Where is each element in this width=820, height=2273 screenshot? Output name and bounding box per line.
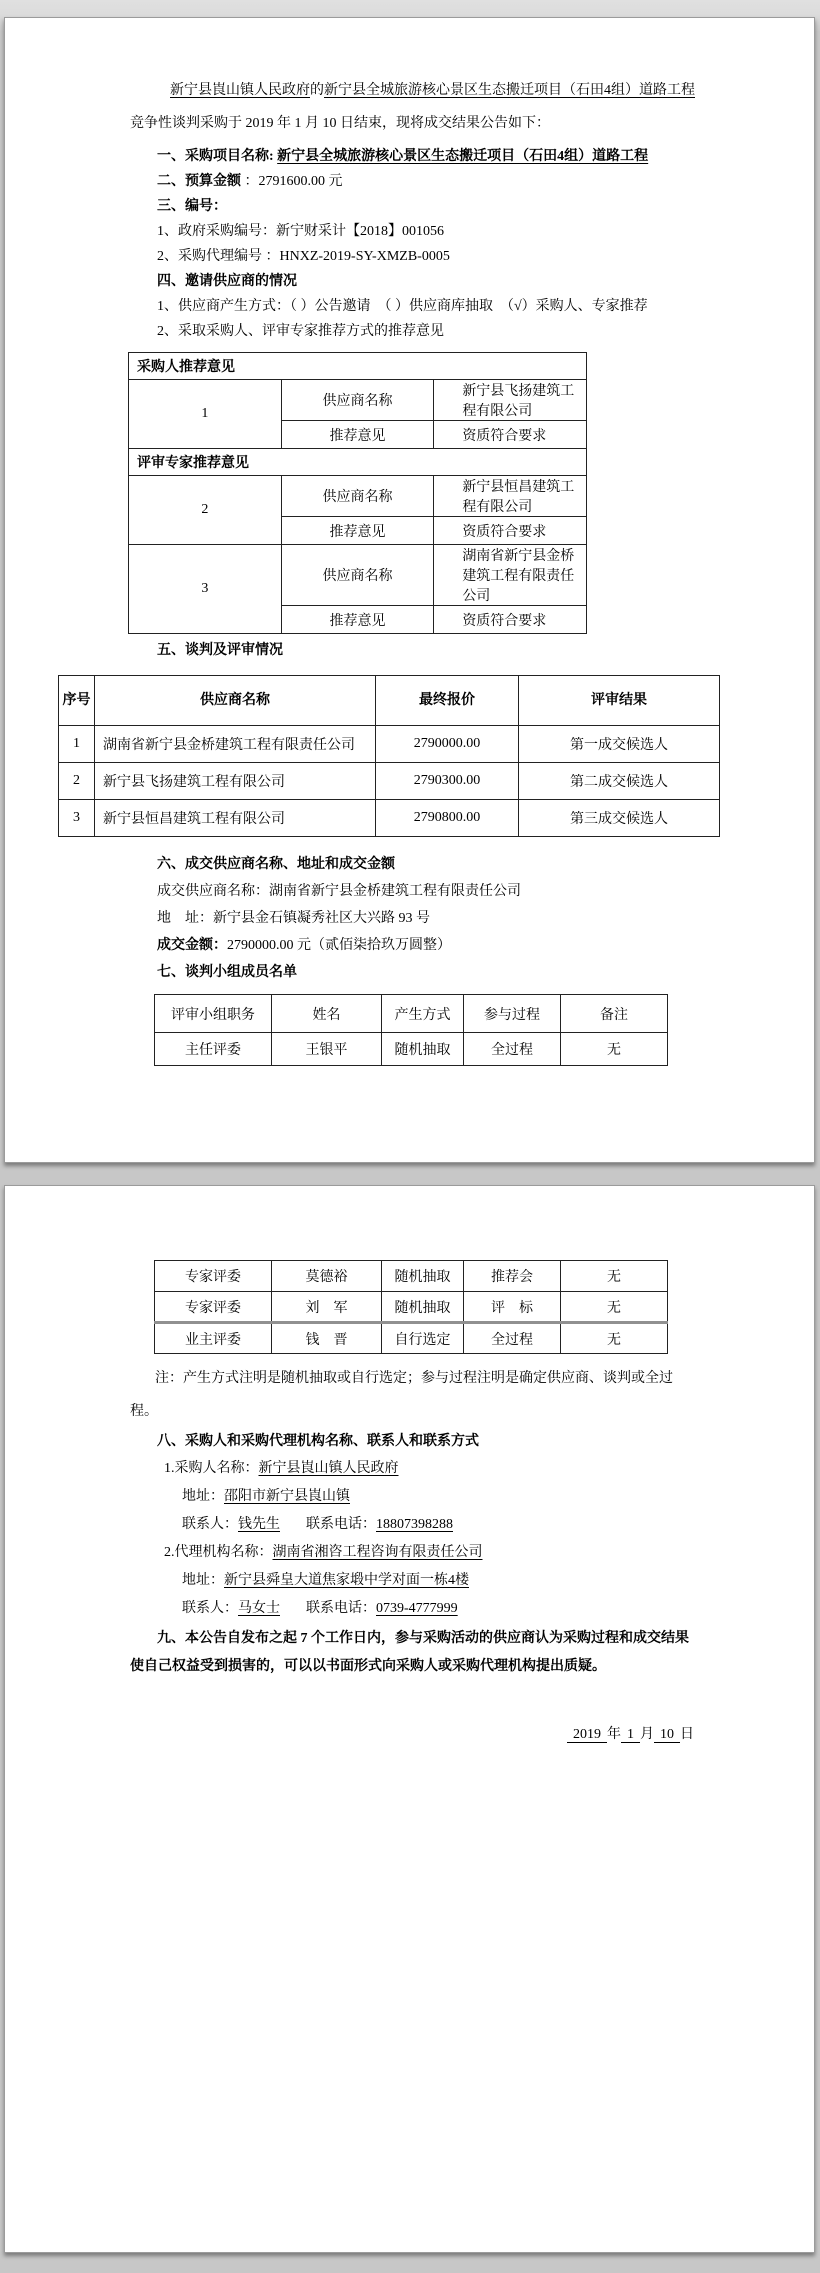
header-panel-role: 评审小组职务 bbox=[155, 995, 272, 1033]
supplier-name-label: 供应商名称 bbox=[281, 380, 434, 421]
section-4-item-2: 2、采取采购人、评审专家推荐方式的推荐意见 bbox=[157, 324, 444, 339]
buyer-phone-label: 联系电话： bbox=[306, 1517, 376, 1532]
cell-participation: 评 标 bbox=[464, 1292, 561, 1323]
cell-role: 专家评委 bbox=[155, 1292, 272, 1323]
table-row bbox=[155, 1033, 668, 1066]
section-3-heading: 三、编号： bbox=[157, 199, 227, 214]
buyer-contact-value: 钱先生 bbox=[238, 1517, 280, 1532]
buyer-name-underlined: 新宁县崀山镇人民政府 bbox=[170, 83, 310, 98]
cell-supplier: 湖南省新宁县金桥建筑工程有限责任公司 bbox=[95, 726, 376, 763]
cell-participation: 全过程 bbox=[464, 1323, 561, 1354]
cell-supplier: 新宁县飞扬建筑工程有限公司 bbox=[95, 763, 376, 800]
supplier-name-value: 湖南省新宁县金桥建筑工程有限责任公司 bbox=[434, 545, 587, 606]
header-name: 姓名 bbox=[272, 995, 382, 1033]
cell-method: 自行选定 bbox=[382, 1323, 464, 1354]
agent-contact-line bbox=[130, 1595, 696, 1623]
cell-participation: 推荐会 bbox=[464, 1261, 561, 1292]
table-header-row bbox=[59, 676, 720, 726]
section-7-heading: 七、谈判小组成员名单 bbox=[157, 965, 297, 980]
buyer-address-value: 邵阳市新宁县崀山镇 bbox=[224, 1489, 350, 1504]
cell-result: 第三成交候选人 bbox=[519, 800, 720, 837]
agent-phone-value: 0739-4777999 bbox=[376, 1601, 458, 1616]
opinion-label: 推荐意见 bbox=[281, 606, 434, 634]
agent-address-label: 地址： bbox=[182, 1573, 224, 1588]
cell-role: 业主评委 bbox=[155, 1323, 272, 1354]
date-month-unit: 月 bbox=[640, 1727, 654, 1742]
agent-address-line bbox=[130, 1567, 696, 1595]
date-year-unit: 年 bbox=[607, 1727, 621, 1742]
table-row bbox=[129, 476, 587, 517]
cell-remark: 无 bbox=[561, 1261, 668, 1292]
table-row bbox=[59, 726, 720, 763]
cell-seq: 3 bbox=[59, 800, 95, 837]
buyer-address-line bbox=[130, 1483, 696, 1511]
table-row bbox=[129, 449, 587, 476]
document-page-2 bbox=[4, 1185, 815, 2253]
section-9-paragraph: 九、本公告自发布之起 7 个工作日内，参与采购活动的供应商认为采购过程和成交结果使自己权益受到损害的，可以以书面形式向采购人或采购代理机构提出质疑。 bbox=[130, 1631, 689, 1674]
date-year: 2019 bbox=[567, 1727, 607, 1743]
intro-rest: 竞争性谈判采购于 2019 年 1 月 10 日结束，现将成交结果公告如下： bbox=[130, 116, 550, 131]
winner-name-line: 成交供应商名称：湖南省新宁县金桥建筑工程有限责任公司 bbox=[157, 884, 521, 899]
group-header-buyer-recommendation: 采购人推荐意见 bbox=[129, 353, 587, 380]
section-1-label: 一、采购项目名称: bbox=[157, 149, 274, 164]
cell-result: 第二成交候选人 bbox=[519, 763, 720, 800]
supplier-name-value: 新宁县恒昌建筑工程有限公司 bbox=[434, 476, 587, 517]
cell-seq: 1 bbox=[59, 726, 95, 763]
header-final-price: 最终报价 bbox=[376, 676, 519, 726]
opinion-value: 资质符合要求 bbox=[434, 421, 587, 449]
agent-contact-value: 马女士 bbox=[238, 1601, 280, 1616]
agent-name-value: 湖南省湘咨工程咨询有限责任公司 bbox=[272, 1545, 483, 1560]
cell-remark: 无 bbox=[561, 1292, 668, 1323]
supplier-name-label: 供应商名称 bbox=[281, 476, 434, 517]
buyer-address-label: 地址： bbox=[182, 1489, 224, 1504]
cell-name: 钱 晋 bbox=[272, 1323, 382, 1354]
buyer-name-line bbox=[130, 1455, 696, 1483]
table-row bbox=[155, 1261, 668, 1292]
cell-seq: 2 bbox=[59, 763, 95, 800]
buyer-name-label: 1.采购人名称： bbox=[164, 1461, 259, 1476]
agent-name-label: 2.代理机构名称： bbox=[164, 1545, 273, 1560]
opinion-label: 推荐意见 bbox=[281, 517, 434, 545]
group-header-expert-recommendation: 评审专家推荐意见 bbox=[129, 449, 587, 476]
evaluation-table bbox=[58, 675, 720, 837]
section-1-line bbox=[130, 144, 696, 169]
date-day-unit: 日 bbox=[680, 1727, 694, 1742]
cell-role: 专家评委 bbox=[155, 1261, 272, 1292]
table-row bbox=[155, 1323, 668, 1354]
opinion-value: 资质符合要求 bbox=[434, 517, 587, 545]
opinion-label: 推荐意见 bbox=[281, 421, 434, 449]
section-6-heading: 六、成交供应商名称、地址和成交金额 bbox=[157, 857, 395, 872]
cell-remark: 无 bbox=[561, 1033, 668, 1066]
table-row bbox=[129, 380, 587, 421]
deal-amount-line bbox=[130, 932, 696, 959]
section-5-heading: 五、谈判及评审情况 bbox=[157, 643, 283, 658]
group-number: 3 bbox=[129, 545, 282, 634]
table-footnote: 注：产生方式注明是随机抽取或自行选定；参与过程注明是确定供应商、谈判或全过程。 bbox=[130, 1371, 673, 1419]
winner-address-line: 地 址：新宁县金石镇凝秀社区大兴路 93 号 bbox=[157, 911, 430, 926]
intro-connector: 的 bbox=[310, 83, 324, 98]
section-4-heading: 四、邀请供应商的情况 bbox=[157, 274, 297, 289]
agent-contact-label: 联系人： bbox=[182, 1601, 238, 1616]
cell-method: 随机抽取 bbox=[382, 1033, 464, 1066]
table-header-row bbox=[155, 995, 668, 1033]
section-1-value: 新宁县全城旅游核心景区生态搬迁项目（石田4组）道路工程 bbox=[277, 149, 649, 164]
buyer-contact-line bbox=[130, 1511, 696, 1539]
date-day: 10 bbox=[654, 1727, 680, 1743]
cell-name: 刘 军 bbox=[272, 1292, 382, 1323]
cell-name: 王银平 bbox=[272, 1033, 382, 1066]
cell-remark: 无 bbox=[561, 1323, 668, 1354]
cell-price: 2790000.00 bbox=[376, 726, 519, 763]
panel-table-page2 bbox=[154, 1260, 668, 1354]
section-3-item-2: 2、采购代理编号 ：HNXZ-2019-SY-XMZB-0005 bbox=[157, 249, 450, 264]
recommendation-table bbox=[128, 352, 587, 634]
buyer-contact-label: 联系人： bbox=[182, 1517, 238, 1532]
project-name-underlined: 新宁县全城旅游核心景区生态搬迁项目（石田4组）道路工程 bbox=[324, 83, 695, 98]
deal-amount-value: 2790000.00 元（贰佰柒拾玖万圆整） bbox=[227, 938, 451, 953]
header-participation: 参与过程 bbox=[464, 995, 561, 1033]
buyer-phone-value: 18807398288 bbox=[376, 1517, 453, 1532]
header-selection-method: 产生方式 bbox=[382, 995, 464, 1033]
group-number: 1 bbox=[129, 380, 282, 449]
document-page-1 bbox=[4, 17, 815, 1163]
agent-address-value: 新宁县舜皇大道焦家塅中学对面一栋4楼 bbox=[224, 1573, 469, 1588]
announcement-date bbox=[130, 1723, 696, 1747]
section-4-item-1: 1、供应商产生方式：（ ）公告邀请 （ ）供应商库抽取 （√）采购人、专家推荐 bbox=[157, 299, 648, 314]
section-2-line bbox=[130, 169, 696, 194]
date-month: 1 bbox=[621, 1727, 640, 1743]
supplier-name-label: 供应商名称 bbox=[281, 545, 434, 606]
header-seq: 序号 bbox=[59, 676, 95, 726]
section-2-value: ：2791600.00 元 bbox=[244, 174, 343, 189]
header-remark: 备注 bbox=[561, 995, 668, 1033]
cell-role: 主任评委 bbox=[155, 1033, 272, 1066]
opinion-value: 资质符合要求 bbox=[434, 606, 587, 634]
cell-participation: 全过程 bbox=[464, 1033, 561, 1066]
cell-price: 2790800.00 bbox=[376, 800, 519, 837]
supplier-name-value: 新宁县飞扬建筑工程有限公司 bbox=[434, 380, 587, 421]
table-row bbox=[59, 763, 720, 800]
agent-phone-label: 联系电话： bbox=[306, 1601, 376, 1616]
header-result: 评审结果 bbox=[519, 676, 720, 726]
cell-price: 2790300.00 bbox=[376, 763, 519, 800]
table-row bbox=[155, 1292, 668, 1323]
table-row bbox=[129, 353, 587, 380]
header-supplier: 供应商名称 bbox=[95, 676, 376, 726]
group-number: 2 bbox=[129, 476, 282, 545]
section-8-heading: 八、采购人和采购代理机构名称、联系人和联系方式 bbox=[157, 1434, 479, 1449]
cell-result: 第一成交候选人 bbox=[519, 726, 720, 763]
section-2-label: 二、预算金额 bbox=[157, 174, 241, 189]
table-row bbox=[59, 800, 720, 837]
buyer-name-value: 新宁县崀山镇人民政府 bbox=[258, 1461, 399, 1476]
cell-supplier: 新宁县恒昌建筑工程有限公司 bbox=[95, 800, 376, 837]
agent-name-line bbox=[130, 1539, 696, 1567]
panel-table-page1 bbox=[154, 994, 668, 1066]
section-3-item-1: 1、政府采购编号：新宁财采计【2018】001056 bbox=[157, 224, 444, 239]
table-row bbox=[129, 545, 587, 606]
deal-amount-label: 成交金额： bbox=[157, 938, 227, 953]
cell-method: 随机抽取 bbox=[382, 1292, 464, 1323]
intro-paragraph bbox=[130, 74, 696, 140]
cell-method: 随机抽取 bbox=[382, 1261, 464, 1292]
cell-name: 莫德裕 bbox=[272, 1261, 382, 1292]
